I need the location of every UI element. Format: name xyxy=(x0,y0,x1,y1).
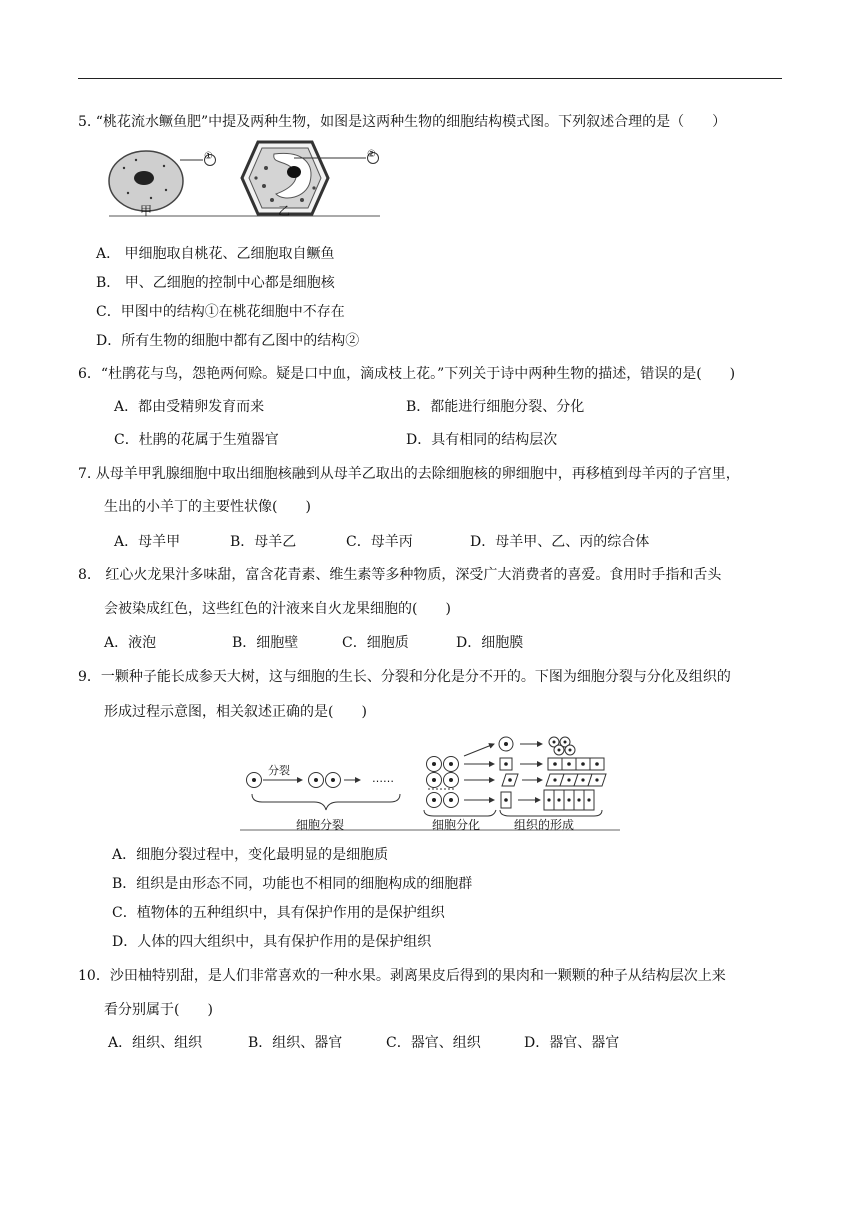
q7-stem-line1: 7. 从母羊甲乳腺细胞中取出细胞核融到从母羊乙取出的去除细胞核的卵细胞中，再移植到母羊丙的子宫里， xyxy=(78,466,740,482)
q7-option-d: D．母羊甲、乙、丙的综合体 xyxy=(470,534,650,550)
q7-option-c: C．母羊丙 xyxy=(346,534,413,550)
q10-option-c: C．器官、组织 xyxy=(386,1035,481,1051)
q7-option-a: A．母羊甲 xyxy=(114,534,181,550)
q8-stem-line1: 8. 红心火龙果汁多味甜，富含花青素、维生素等多种物质，深受广大消费者的喜爱。食用时手指和舌头 xyxy=(78,567,722,583)
label-split: 分裂 xyxy=(268,764,290,777)
label-dots: …… xyxy=(372,772,394,785)
label-cell-division: 细胞分裂 xyxy=(296,818,345,832)
header-rule xyxy=(78,78,782,79)
q6-option-b: B．都能进行细胞分裂、分化 xyxy=(406,399,585,415)
q5-option-c: C．甲图中的结构①在桃花细胞中不存在 xyxy=(96,304,345,320)
q8-stem-line2: 会被染成红色，这些红色的汁液来自火龙果细胞的( ) xyxy=(104,601,451,617)
q8-option-d: D．细胞膜 xyxy=(456,635,524,651)
q9-cell-division-figure xyxy=(238,736,622,832)
q8-option-b: B．细胞壁 xyxy=(232,635,299,651)
q10-stem-line1: 10．沙田柚特别甜，是人们非常喜欢的一种水果。剥离果皮后得到的果肉和一颗颗的种子从结构层次上来 xyxy=(78,968,726,984)
animal-cell-nucleus xyxy=(134,171,154,185)
q5-cell-figure xyxy=(106,138,384,220)
plant-cell-nucleus xyxy=(287,166,301,178)
q9-stem-line2: 形成过程示意图，相关叙述正确的是( ) xyxy=(104,704,367,720)
q9-option-b: B．组织是由形态不同，功能也不相同的细胞构成的细胞群 xyxy=(112,876,473,892)
q10-option-b: B．组织、器官 xyxy=(248,1035,343,1051)
q9-option-a: A．细胞分裂过程中，变化最明显的是细胞质 xyxy=(112,847,389,863)
q9-option-c: C．植物体的五种组织中，具有保护作用的是保护组织 xyxy=(112,905,445,921)
q6-option-a: A．都由受精卵发育而来 xyxy=(114,399,265,415)
label-tissue-formation: 组织的形成 xyxy=(514,818,575,832)
marker-2: ② xyxy=(367,149,376,160)
q5-option-b: B． 甲、乙细胞的控制中心都是细胞核 xyxy=(96,275,335,291)
label-yi: 乙 xyxy=(278,204,291,218)
q5-option-d: D．所有生物的细胞中都有乙图中的结构② xyxy=(96,333,360,349)
q6-option-c: C．杜鹃的花属于生殖器官 xyxy=(114,432,279,448)
q10-stem-line2: 看分别属于( ) xyxy=(104,1002,213,1018)
q5-option-a: A． 甲细胞取自桃花、乙细胞取自鳜鱼 xyxy=(96,246,335,262)
q6-option-d: D．具有相同的结构层次 xyxy=(406,432,558,448)
q10-option-a: A．组织、组织 xyxy=(108,1035,203,1051)
q8-option-c: C．细胞质 xyxy=(342,635,409,651)
q6-stem: 6．“杜鹃花与鸟，怨艳两何赊。疑是口中血，滴成枝上花。”下列关于诗中两种生物的描述，错误的是( ) xyxy=(78,366,736,382)
q7-stem-line2: 生出的小羊丁的主要性状像( ) xyxy=(104,499,311,515)
q10-option-d: D．器官、器官 xyxy=(524,1035,620,1051)
q8-option-a: A．液泡 xyxy=(104,635,157,651)
q9-stem-line1: 9．一颗种子能长成参天大树，这与细胞的生长、分裂和分化是分不开的。下图为细胞分裂与分化及组织的 xyxy=(78,669,731,685)
label-jia: 甲 xyxy=(140,204,153,218)
q7-option-b: B．母羊乙 xyxy=(230,534,297,550)
q9-option-d: D．人体的四大组织中，具有保护作用的是保护组织 xyxy=(112,934,432,950)
label-cell-differentiation: 细胞分化 xyxy=(432,818,481,832)
marker-1: ① xyxy=(204,151,213,162)
q5-stem: 5. “桃花流水鳜鱼肥”中提及两种生物，如图是这两种生物的细胞结构模式图。下列叙述合理的是（ ） xyxy=(78,114,727,130)
